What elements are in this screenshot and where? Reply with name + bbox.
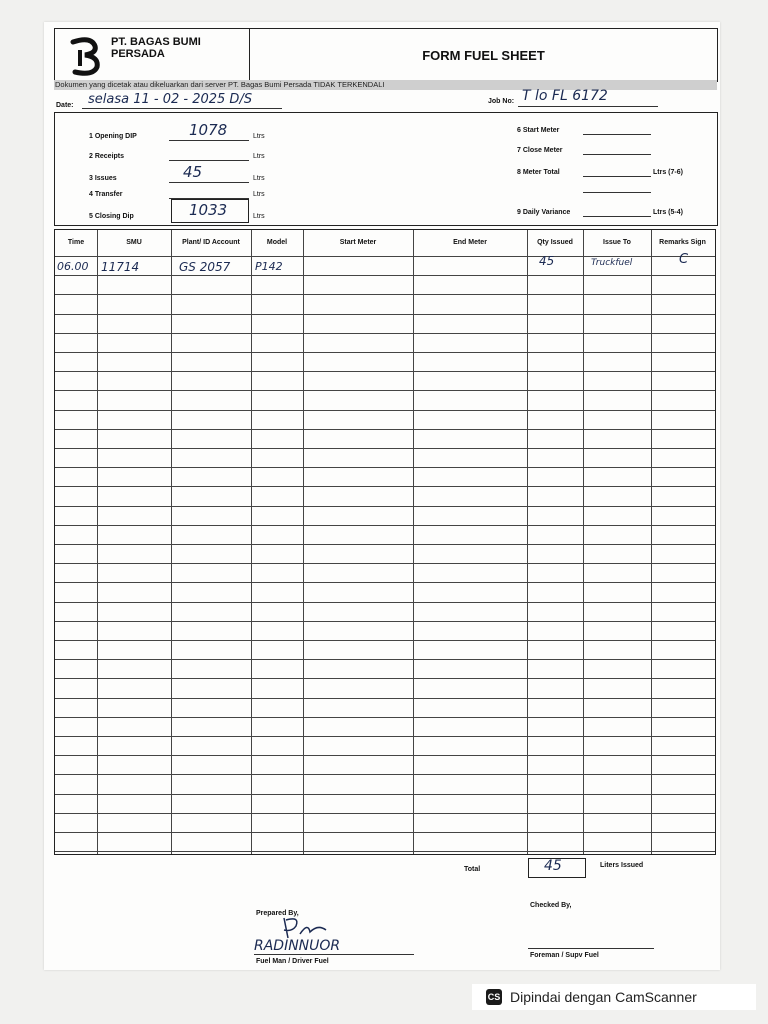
meter-total-unit: Ltrs (7-6)	[653, 169, 683, 176]
dip-summary-box	[54, 112, 718, 226]
col-start-meter: Start Meter	[339, 239, 377, 246]
row-line	[55, 698, 715, 699]
col-divider	[651, 230, 652, 854]
checked-by-underline	[528, 948, 654, 949]
receipts-underline	[169, 160, 249, 161]
col-end-meter: End Meter	[453, 239, 487, 246]
prepared-by-role: Fuel Man / Driver Fuel	[256, 958, 329, 965]
row-line	[55, 506, 715, 507]
row-line	[55, 390, 715, 391]
row-line	[55, 621, 715, 622]
row-line	[55, 429, 715, 430]
total-value: 45	[544, 858, 562, 874]
prepared-by-name: RADINNUOR	[254, 938, 341, 954]
row-line	[55, 333, 715, 334]
col-divider	[303, 230, 304, 854]
start-meter-label: 6 Start Meter	[517, 127, 560, 134]
camscanner-watermark	[472, 984, 756, 1010]
row-line	[55, 256, 715, 257]
company-block	[55, 29, 250, 81]
col-issue-to: Issue To	[603, 239, 631, 246]
row-line	[55, 774, 715, 775]
form-header	[54, 28, 718, 82]
fuel-sheet-form	[44, 22, 720, 970]
col-divider	[527, 230, 528, 854]
row-line	[55, 794, 715, 795]
col-divider	[583, 230, 584, 854]
row-line	[55, 640, 715, 641]
issues-value: 45	[183, 163, 203, 181]
meter-extra-underline	[583, 192, 651, 193]
opening-dip-underline	[169, 140, 249, 141]
col-model: Model	[266, 239, 288, 246]
row-line	[55, 352, 715, 353]
row-line	[55, 544, 715, 545]
start-meter-underline	[583, 134, 651, 135]
cell-model: P142	[255, 260, 283, 273]
opening-dip-value: 1078	[189, 121, 228, 139]
receipts-label: 2 Receipts	[89, 153, 125, 160]
transfer-label: 4 Transfer	[89, 191, 123, 198]
col-divider	[413, 230, 414, 854]
issues-unit: Ltrs	[253, 175, 265, 182]
row-line	[55, 294, 715, 295]
cell-qty-issued: 45	[539, 254, 555, 268]
fuel-issue-table	[54, 229, 716, 855]
col-plant-id: Plant/ ID Account	[182, 239, 240, 246]
col-time: Time	[67, 239, 85, 246]
close-meter-underline	[583, 154, 651, 155]
closing-dip-value: 1033	[189, 201, 228, 219]
row-line	[55, 486, 715, 487]
meter-total-label: 8 Meter Total	[517, 169, 560, 176]
row-line	[55, 832, 715, 833]
row-line	[55, 467, 715, 468]
closing-dip-unit: Ltrs	[253, 213, 265, 220]
row-line	[55, 563, 715, 564]
form-title: FORM FUEL SHEET	[422, 47, 545, 63]
closing-dip-label: 5 Closing Dip	[89, 213, 134, 220]
camscanner-text: Dipindai dengan CamScanner	[510, 989, 697, 1005]
daily-variance-unit: Ltrs (5-4)	[653, 209, 683, 216]
col-qty-issued: Qty Issued	[537, 239, 573, 246]
uncontrolled-notice: Dokumen yang dicetak atau dikeluarkan dari server PT. Bagas Bumi Persada TIDAK TERKENDALI	[54, 80, 717, 90]
daily-variance-label: 9 Daily Variance	[517, 209, 571, 216]
row-line	[55, 582, 715, 583]
camscanner-logo-icon: CS	[486, 989, 502, 1005]
row-line	[55, 717, 715, 718]
row-line	[55, 851, 715, 852]
row-line	[55, 659, 715, 660]
opening-dip-label: 1 Opening DIP	[89, 133, 137, 140]
row-line	[55, 525, 715, 526]
row-line	[55, 755, 715, 756]
prepared-by-underline	[254, 954, 414, 955]
total-label: Total	[464, 866, 481, 873]
transfer-unit: Ltrs	[253, 191, 265, 198]
daily-variance-underline	[583, 216, 651, 217]
cell-issue-to: Truckfuel	[591, 258, 633, 268]
row-line	[55, 275, 715, 276]
row-line	[55, 314, 715, 315]
row-line	[55, 813, 715, 814]
jobno-label: Job No:	[488, 98, 515, 105]
meter-total-underline	[583, 176, 651, 177]
jobno-underline	[518, 106, 658, 107]
receipts-unit: Ltrs	[253, 153, 265, 160]
col-divider	[97, 230, 98, 854]
date-label: Date:	[56, 102, 74, 109]
date-underline	[82, 108, 282, 109]
checked-by-label: Checked By,	[530, 902, 572, 909]
company-name: PT. BAGAS BUMI PERSADA	[111, 36, 201, 60]
col-smu: SMU	[126, 239, 142, 246]
prepared-by-label: Prepared By,	[256, 910, 299, 917]
checked-by-role: Foreman / Supv Fuel	[530, 952, 599, 959]
row-line	[55, 410, 715, 411]
col-divider	[171, 230, 172, 854]
row-line	[55, 448, 715, 449]
col-remarks-sign: Remarks Sign	[659, 239, 706, 246]
issues-underline	[169, 182, 249, 183]
row-line	[55, 678, 715, 679]
cell-remarks-sign: C	[679, 252, 689, 267]
row-line	[55, 371, 715, 372]
opening-dip-unit: Ltrs	[253, 133, 265, 140]
date-value: selasa 11 - 02 - 2025 D/S	[88, 92, 253, 107]
close-meter-label: 7 Close Meter	[517, 147, 563, 154]
cell-plant-id: GS 2057	[179, 260, 231, 274]
col-divider	[251, 230, 252, 854]
total-unit: Liters Issued	[600, 862, 644, 869]
row-line	[55, 736, 715, 737]
row-line	[55, 602, 715, 603]
jobno-value: T lo FL 6172	[522, 88, 608, 104]
company-logo-icon	[65, 34, 107, 76]
cell-time: 06.00	[57, 260, 89, 273]
issues-label: 3 Issues	[89, 175, 117, 182]
cell-smu: 11714	[101, 260, 140, 274]
